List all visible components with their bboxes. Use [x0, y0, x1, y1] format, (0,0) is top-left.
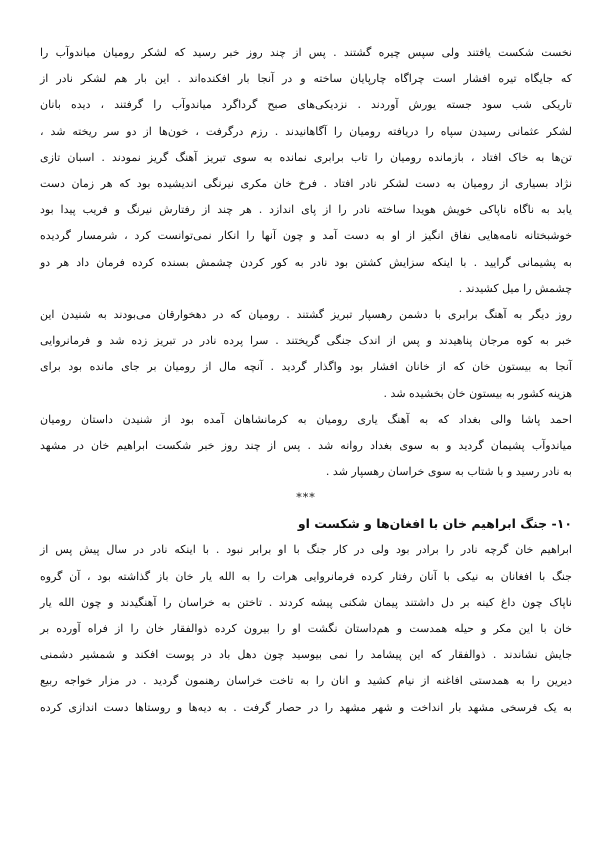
text-line: به نادر رسید و با شتاب به سوی خراسان رهسپار شد . [325, 465, 572, 479]
text-line: به یک فرسخی مشهد بار انداخت و شهر مشهد را در حصار گرفت . به دیه‌ها و روستاها دست اندازی کرده [40, 700, 572, 714]
text-line: جنگ با افغانان به نیکی با آنان رفتار کرده فرمانروایی هرات را به الله یار خان باز گذاشته بود ، آن گروه [40, 569, 572, 583]
text-line: تن‌ها به خاک افتاد ، بازمانده رومیان را تاب برابری نمانده به سوی تبریز آهنگ گریز نمودند . اسبان تازی [40, 150, 572, 164]
text-line: نخست شکست یافتند ولی سپس چیره گشتند . پس از چند روز خبر رسید که لشکر رومیان میاندوآب را [40, 46, 572, 59]
paragraph-2 [40, 302, 572, 407]
text-line: چشمش را میل کشیدند . [458, 281, 572, 295]
text-line: یابد به ناگاه ناپاکی خویش هویدا ساخته نادر را از پای اندازد . هر چند از رفتارش نیرنگ و فریب پیدا بود [40, 203, 572, 217]
text-line: لشکر عثمانی رسیدن سپاه را دریافته رومیان را آگاهانیدند . رزم درگرفت ، خون‌ها از دو سر ریخته شد ، [40, 124, 572, 138]
text-line: به پشیمانی گرایید . با اینکه سزایش کشتن بود نادر به کور کردن چشمش بسنده کرده فرمان داد هر دو [40, 255, 572, 269]
text-line: آنجا به بیستون خان که از خانان افشار بود واگذار گردید . آنچه مال از رومیان بر جای مانده بود برای [40, 360, 572, 374]
text-line: که جایگاه تیره افشار است چراگاه چارپایان ساخته و در آنجا بار افکنده‌اند . این بار هم لشکر نادر از [40, 72, 572, 86]
text-line: خان با این مکر و حیله همدست و هم‌داستان نگشت او را بیرون کرده ذوالفقار خان را از فراه آورده بر [40, 622, 572, 636]
text-line: احمد پاشا والی بغداد که به آهنگ یاری رومیان به کرمانشاهان آمده بود از شنیدن داستان رومیان [40, 412, 572, 426]
text-line: جایش نشاندند . ذوالفقار که این پیشامد را نمی بیوسید چون دهل باد در پوست افکند و شمشیر دشمنی [40, 648, 572, 662]
text-line: ابراهیم خان گرچه نادر را برادر بود ولی در کار جنگ با او برابر نبود . با اینکه نادر در سال پیش پس از [40, 543, 572, 557]
section-separator: *** [296, 491, 316, 505]
text-line: خبر به کوه مرجان پناهیدند و پس از اندک جنگی گریختند . سرا پرده نادر در تبریز زده شد و فرمانروایی [40, 334, 572, 348]
paragraph-1 [40, 40, 572, 302]
document-page [40, 40, 572, 721]
text-line: میاندوآب پشیمان گردید و به سوی بغداد روانه شد . پس از چند روز خبر شکست ابراهیم خان در مشهد [40, 439, 572, 453]
text-line: تاریکی شب سود جسته یورش آوردند . نزدیکی‌های صبح گرداگرد میاندوآب را گرفتند ، دیده بانان [40, 98, 572, 112]
paragraph-3 [40, 407, 572, 486]
text-line: دیرین را به همدستی افاغنه از نیام کشید و انان را به تاخت خراسان رهنمون گردید . در مزار خواجه ربیع [40, 674, 572, 688]
text-line: خوشبختانه نامه‌هایی نفاق انگیز از او به دست آمد و چون آنها را انکار نمی‌توانست کرد ، شرمسار گردیده [40, 229, 572, 243]
section-heading: ۱۰- جنگ ابراهیم خان با افغان‌ها و شکست او [297, 516, 572, 532]
paragraph-4 [40, 537, 572, 720]
text-line: نژاد بسیاری از رومیان به دست لشکر نادر افتاد . فرخ خان مکری نیرنگی اندیشیده بود که هر زمان دست [40, 177, 573, 191]
text-line: هزینه کشور به بیستون خان بخشیده شد . [383, 386, 572, 400]
text-line: ناپاک چون داغ کینه بر دل داشتند پیمان شکنی پیشه کردند . تاختن به خراسان را آهنگیدند و چون الله یار [40, 595, 572, 609]
text-line: روز دیگر به آهنگ برابری با دشمن رهسپار تبریز گشتند . رومیان که در دهخوارقان می‌بودند به شنیدن این [40, 308, 572, 322]
